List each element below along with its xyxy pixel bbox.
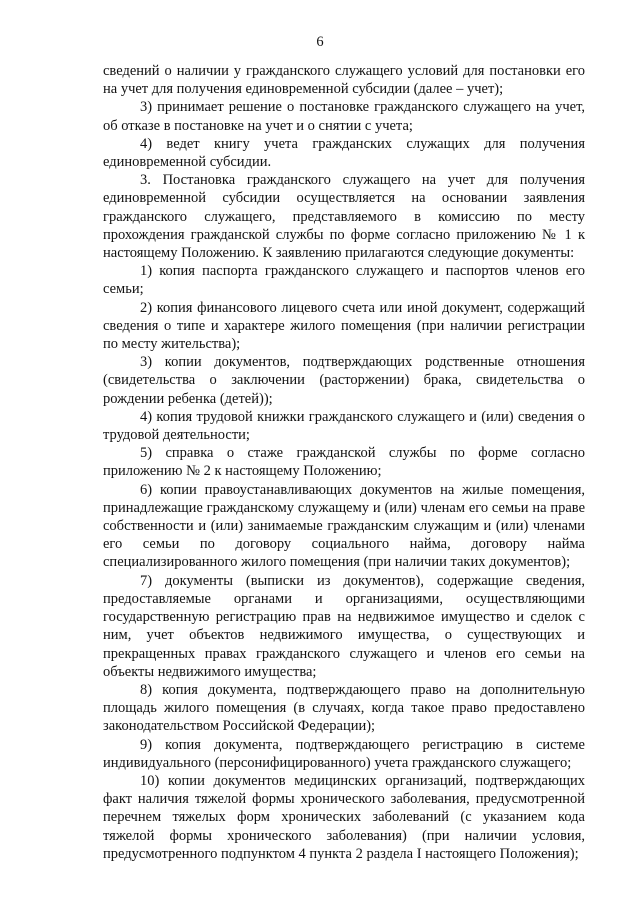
list-item-account-copy: 2) копия финансового лицевого счета или иной документ, содержащий сведения о типе и характере жилого помещения (при наличии регистрации по месту жительства); (103, 299, 585, 353)
paragraph-continuation: сведений о наличии у гражданского служащего условий для постановки его на учет для получения единовременной субсидии (далее – учет); (103, 63, 585, 98)
page-number: 6 (316, 34, 324, 50)
list-item-service-certificate: 5) справка о стаже гражданской службы по форме согласно приложению № 2 к настоящему Положению; (103, 445, 585, 480)
list-item-additional-area-right: 8) копия документа, подтверждающего право на дополнительную площадь жилого помещения (в случаях, когда такое право предоставлено законодательством Российской Федерации); (103, 681, 585, 735)
paragraph-item-3-decision: 3) принимает решение о постановке гражданского служащего на учет, об отказе в постановке на учет и о снятии с учета; (103, 99, 585, 134)
list-item-employment-record: 4) копия трудовой книжки гражданского служащего и (или) сведения о трудовой деятельности; (103, 408, 585, 444)
list-item-insurance-registration: 9) копия документа, подтверждающего регистрацию в системе индивидуального (персонифицированного) учета гражданского служащего; (103, 736, 585, 771)
paragraph-item-4-register-book: 4) ведет книгу учета гражданских служащих для получения единовременной субсидии. (103, 135, 585, 171)
paragraph-section-3: 3. Постановка гражданского служащего на учет для получения единовременной субсидии осуществляется на основании заявления гражданского служащего, представляемого в комиссию по месту прохождения гражданской службы по форме согласно приложению № 1 к настоящему Положению. К заявлению прилагаются следующие документы: (103, 172, 585, 262)
document-body (103, 62, 585, 863)
list-item-passport-copy: 1) копия паспорта гражданского служащего и паспортов членов его семьи; (103, 263, 585, 298)
list-item-registry-extracts: 7) документы (выписки из документов), содержащие сведения, предоставляемые органами и организациями, осуществляющими государственную регистрацию прав на недвижимое имущество и сделок с ним, учет объектов недвижимого имущества, о существующих и прекращенных правах гражданского служащего и членов его семьи на объекты недвижимого имущества; (103, 572, 585, 680)
list-item-medical-documents: 10) копии документов медицинских организаций, подтверждающих факт наличия тяжелой формы хронического заболевания, предусмотренной перечнем тяжелых форм хронических заболеваний (с указанием кода тяжелой формы хронического заболевания) (при наличии условия, предусмотренного подпунктом 4 пункта 2 раздела I настоящего Положения); (103, 772, 585, 862)
list-item-kinship-documents: 3) копии документов, подтверждающих родственные отношения (свидетельства о заключении (расторжении) брака, свидетельства о рождении ребенка (детей)); (103, 354, 585, 407)
list-item-title-documents: 6) копии правоустанавливающих документов на жилые помещения, принадлежащие гражданскому служащему и (или) членам его семьи на праве собственности и (или) занимаемые гражданским служащим и (или) членами его семьи по договору социального найма, договору найма специализированного жилого помещения (при наличии таких документов); (103, 481, 585, 571)
